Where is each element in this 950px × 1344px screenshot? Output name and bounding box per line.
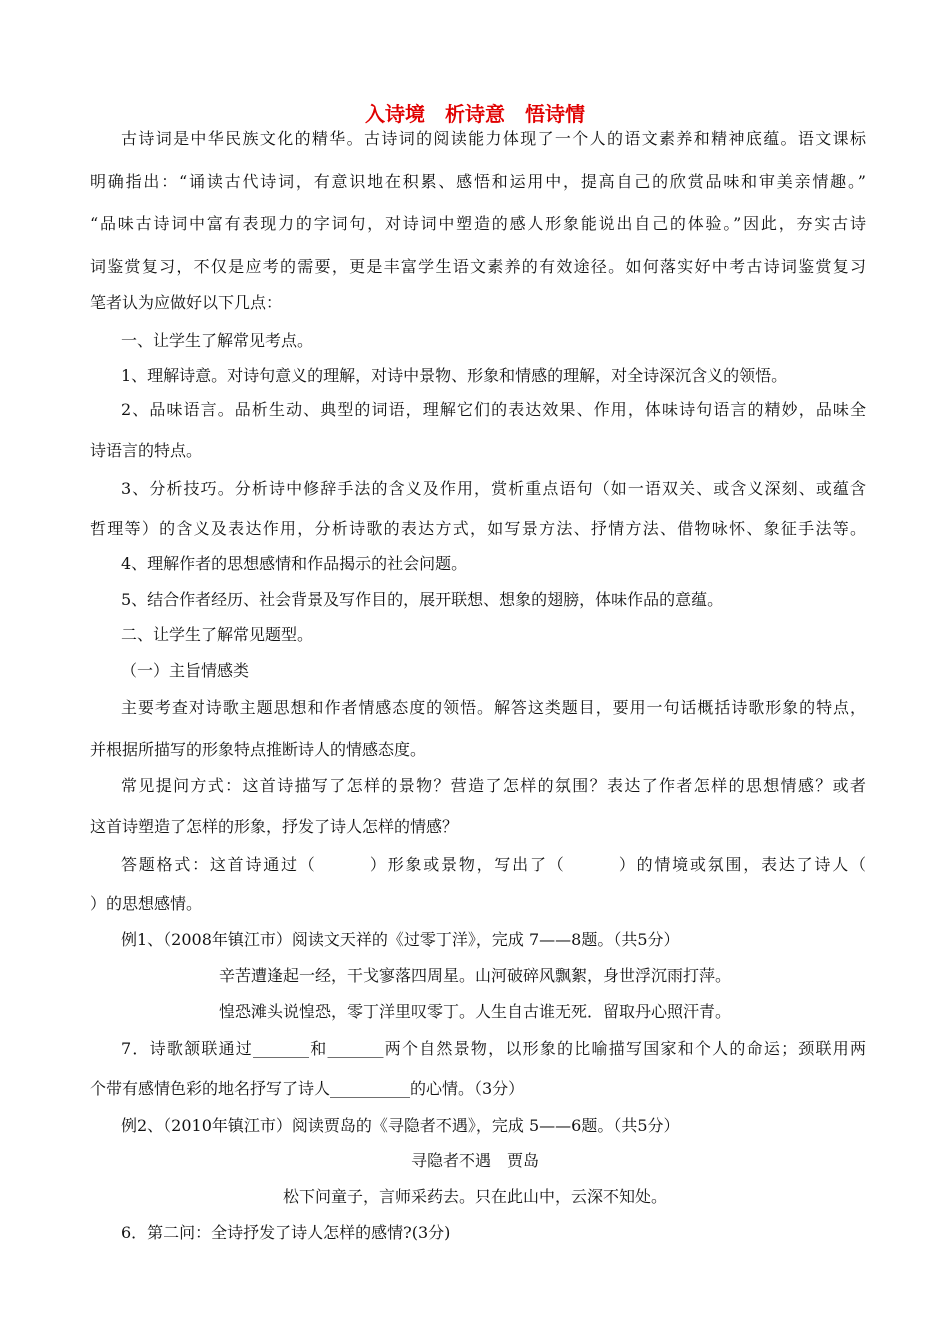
- paragraph-line: 3、分析技巧。分析诗中修辞手法的含义及作用，赏析重点语句（如一语双关、或含义深刻、或蕴含: [121, 479, 866, 498]
- paragraph-line: 主要考查对诗歌主题思想和作者情感态度的领悟。解答这类题目，要用一句话概括诗歌形象的特点，: [121, 698, 866, 717]
- poem-title: 寻隐者不遇 贾岛: [410, 1151, 539, 1170]
- paragraph-line: 5、结合作者经历、社会背景及写作目的，展开联想、想象的翅膀，体味作品的意蕴。: [121, 590, 724, 609]
- paragraph-line: 并根据所描写的形象特点推断诗人的情感态度。: [90, 740, 427, 759]
- question-line: 7．诗歌颔联通过_______和_______两个自然景物，以形象的比喻描写国家和个人的命运；颈联用两: [121, 1039, 866, 1058]
- poem-line: 松下问童子，言师采药去。只在此山中，云深不知处。: [282, 1187, 667, 1206]
- paragraph-line: 常见提问方式：这首诗描写了怎样的景物？营造了怎样的氛围？表达了作者怎样的思想情感？或者: [121, 776, 866, 795]
- poem-line: 辛苦遭逢起一经，干戈寥落四周星。山河破碎风飘絮，身世浮沉雨打萍。: [218, 966, 731, 985]
- question-line: 6．第二问：全诗抒发了诗人怎样的感情?(3分): [121, 1223, 451, 1242]
- paragraph-line: 笔者认为应做好以下几点：: [90, 293, 283, 312]
- paragraph-line: 古诗词是中华民族文化的精华。古诗词的阅读能力体现了一个人的语文素养和精神底蕴。语文课标: [121, 129, 866, 148]
- example-heading: 例1、（2008年镇江市）阅读文天祥的《过零丁洋》，完成 7——8题。（共5分）: [121, 930, 680, 949]
- paragraph-line: 2、品味语言。品析生动、典型的词语，理解它们的表达效果、作用，体味诗句语言的精妙，品味全: [121, 400, 866, 419]
- paragraph-line: 明确指出：“诵读古代诗词，有意识地在积累、感悟和运用中，提高自己的欣赏品味和审美亲情趣。”: [90, 172, 866, 191]
- paragraph-line: “品味古诗词中富有表现力的字词句，对诗词中塑造的感人形象能说出自己的体验。”因此，夯实古诗: [90, 214, 866, 233]
- document-title: 入诗境 析诗意 悟诗情: [365, 102, 585, 126]
- paragraph-line: 哲理等）的含义及表达作用，分析诗歌的表达方式，如写景方法、抒情方法、借物咏怀、象征手法等。: [90, 519, 866, 538]
- paragraph-line: 答题格式：这首诗通过（ ）形象或景物，写出了（ ）的情境或氛围，表达了诗人（: [121, 855, 866, 874]
- paragraph-line: ）的思想感情。: [90, 894, 203, 913]
- paragraph-line: 4、理解作者的思想感情和作品揭示的社会问题。: [121, 554, 468, 573]
- poem-line: 惶恐滩头说惶恐，零丁洋里叹零丁。人生自古谁无死．留取丹心照汗青。: [218, 1002, 731, 1021]
- example-heading: 例2、（2010年镇江市）阅读贾岛的《寻隐者不遇》，完成 5——6题。（共5分）: [121, 1116, 680, 1135]
- paragraph-line: 诗语言的特点。: [90, 441, 203, 460]
- paragraph-line: 1、理解诗意。对诗句意义的理解，对诗中景物、形象和情感的理解，对全诗深沉含义的领悟。: [121, 366, 788, 385]
- subsection-heading: （一）主旨情感类: [121, 661, 250, 680]
- section-heading: 一、让学生了解常见考点。: [121, 331, 314, 350]
- question-line: 个带有感情色彩的地名抒写了诗人__________的心情。（3分）: [90, 1079, 525, 1098]
- section-heading: 二、让学生了解常见题型。: [121, 625, 314, 644]
- paragraph-line: 词鉴赏复习，不仅是应考的需要，更是丰富学生语文素养的有效途径。如何落实好中考古诗词鉴赏复习: [90, 257, 866, 276]
- paragraph-line: 这首诗塑造了怎样的形象，抒发了诗人怎样的情感？: [90, 817, 459, 836]
